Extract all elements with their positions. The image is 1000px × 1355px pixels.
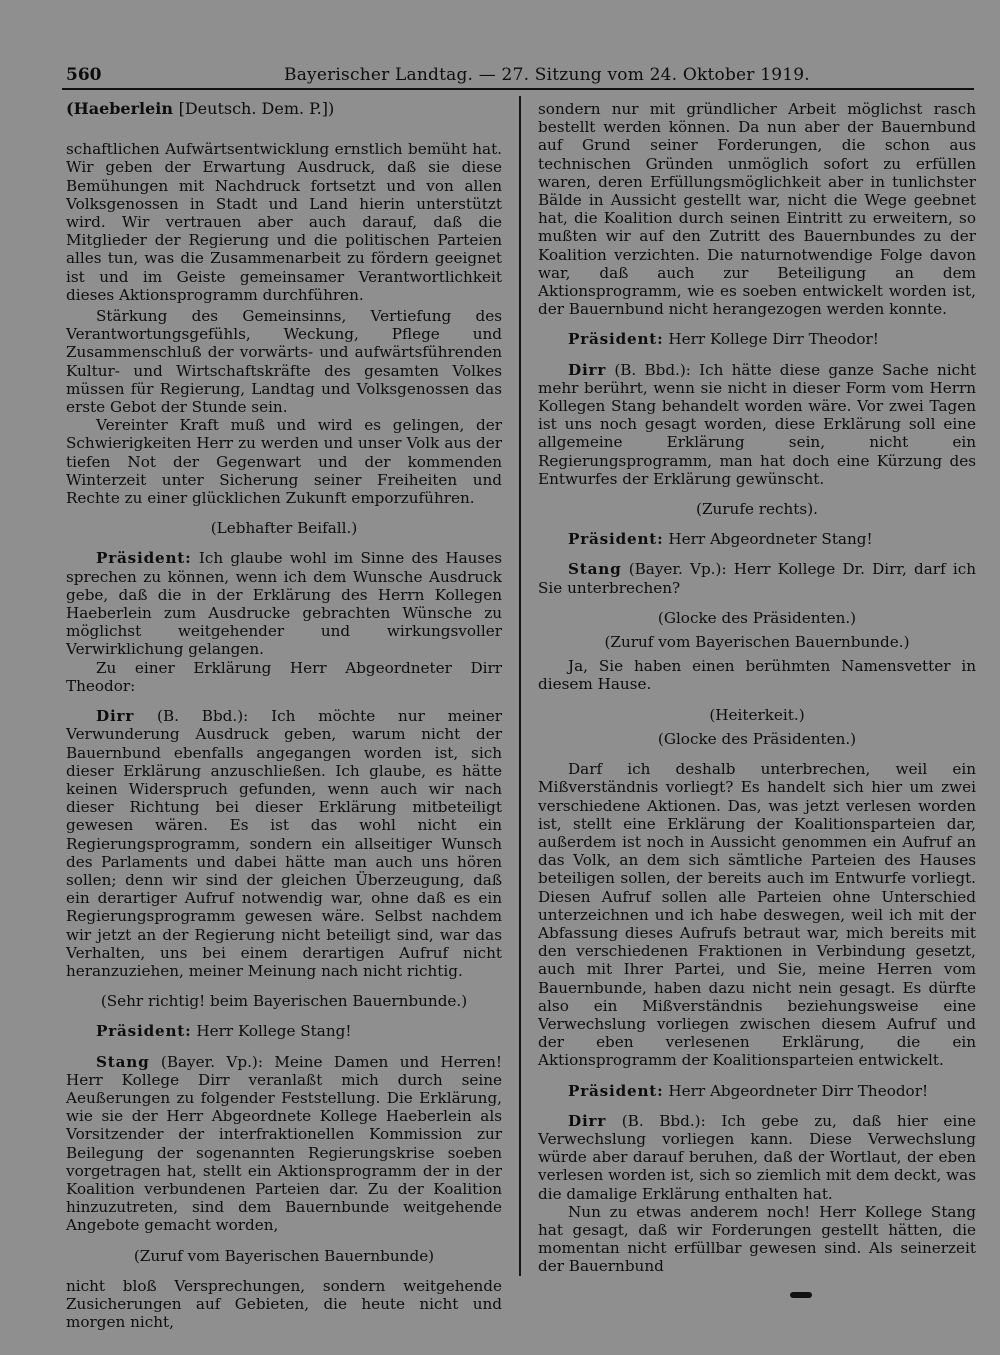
speech-text: Herr Kollege Dirr Theodor! — [668, 330, 879, 349]
speaker-name: Dirr — [568, 360, 607, 379]
interjection: (Zuruf vom Bayerischen Bauernbunde) — [133, 1246, 435, 1265]
running-title: Bayerischer Landtag. — 27. Sitzung vom 24. Oktober 1919. — [284, 65, 810, 85]
speaker-party: [Deutsch. Dem. P.]) — [178, 99, 335, 118]
speaker-name: Präsident: — [568, 330, 664, 349]
header-rule — [62, 88, 974, 90]
speech-stang — [538, 560, 976, 596]
speaker-name: Präsident: — [568, 1081, 664, 1100]
page-header — [66, 62, 972, 88]
speech-praesident — [538, 330, 976, 348]
speaker-name: Präsident: — [96, 549, 192, 568]
paragraph: Darf ich deshalb unterbrechen, weil ein Mißverständnis vorliegt? Es handelt sich hier um zwei verschiedene Aktionen. Das, was jetzt verlesen worden ist, stellt eine Erklärung der Koalitionsparteien dar, außerdem ist noch in Aussicht genommen ein Aufruf an das Volk, an dem sich sämtliche Parteien des Hauses beteiligen sollen, der bereits auch im Entwurfe vorliegt. Diesen Aufruf sollen alle Parteien ohne Unterschied unterzeichnen und ich habe deswegen, weil ich mit der Abfassung dieses Aufrufs betraut war, mich bereits mit den verschiedenen Fraktionen in Verbindung gesetzt, auch mit Ihrer Partei, und Sie, meine Herren vom Bauernbunde, haben dazu nicht nein gesagt. Es dürfte also ein Mißverständnis beziehungsweise eine Verwechslung vorliegen zwischen diesem Aufruf und der eben verlesenen Erklärung, die ein Aktionsprogramm der Koalitionsparteien entwickelt. — [538, 760, 976, 1070]
speaker-party: (B. Bbd.): — [621, 1111, 706, 1130]
paragraph: Stärkung des Gemeinsinns, Vertiefung des Verantwortungsgefühls, Weckung, Pflege und Zusammenschluß der vorwärts- und aufwärtsführenden Kultur- und Wirtschaftskräfte des gesamten Volkes müssen für Regierung, Landtag und Volksgenossen das erste Gebot der Stunde sein. — [66, 307, 502, 417]
paragraph: Vereinter Kraft muß und wird es gelingen, der Schwierigkeiten Herr zu werden und unser Volk aus der tiefen Not der Gegenwart und der kommenden Winterzeit unter Sicherung seiner Freiheiten und Rechte zu einer glücklichen Zukunft emporzuführen. — [66, 416, 502, 508]
speaker-party: (Bayer. Vp.): — [160, 1052, 263, 1071]
page-number: 560 — [66, 65, 102, 85]
speech-dirr — [538, 361, 976, 488]
speech-text: Ich möchte nur meiner Verwunderung Ausdruck geben, warum nicht der Bauernbund ebenfalls angegangen worden ist, sich dieser Erklärung anzuschließen. Ich glaube, es hätte keinen Widerspruch gefunden, wenn auch wir nach dieser Richtung bei dieser Erklärung mitbeteiligt gewesen wären. Es ist das wohl nicht ein Regierungsprogramm, sondern ein allseitiger Wunsch des Parlaments und dabei hätte man auch uns hören sollen; denn wir sind der gleichen Überzeugung, daß ein derartiger Aufruf notwendig war, ohne daß es ein Regierungsprogramm gewesen wäre. Selbst nachdem wir jetzt an der Regierung nicht beteiligt sind, war das Verhalten, uns bei einem derartigen Aufruf nicht heranzuziehen, meiner Meinung nach nicht richtig. — [66, 707, 503, 980]
speaker-name: Dirr — [568, 1111, 607, 1130]
paragraph: Ja, Sie haben einen berühmten Namensvetter in diesem Hause. — [538, 657, 976, 694]
continued-paragraph: sondern nur mit gründlicher Arbeit möglichst rasch bestellt werden können. Da nun aber der Bauernbund auf Grund seiner Forderungen, die schon aus technischen Gründen unmöglich sofort zu erfüllen waren, deren Erfüllungsmöglichkeit aber in tunlichster Bälde in Aussicht gestellt war, nicht die Wege geebnet hat, die Koalition durch seinen Eintritt zu erweitern, so mußten wir auf den Zutritt des Bauernbundes zu der Koalition verzichten. Die naturnotwendige Folge davon war, daß auch zur Beteiligung an dem Aktionsprogramm, wie es soeben entwickelt worden ist, der Bauernbund nicht herangezogen werden konnte. — [538, 100, 976, 319]
speech-text: Herr Kollege Stang! — [196, 1022, 352, 1041]
speech-dirr — [66, 707, 502, 980]
printers-mark — [790, 1292, 812, 1298]
interjection: (Glocke des Präsidenten.) — [657, 608, 857, 627]
speaker-party: (Bayer. Vp.): — [628, 560, 727, 579]
paragraph: Nun zu etwas anderem noch! Herr Kollege Stang hat gesagt, daß wir Forderungen gestellt hätten, die momentan nicht erfüllbar gewesen sind. Als seinerzeit der Bauernbund — [538, 1202, 976, 1276]
speech-praesident — [66, 549, 502, 658]
speech-praesident — [538, 1082, 976, 1100]
interjection: (Heiterkeit.) — [709, 705, 805, 724]
speech-text: Meine Damen und Herren! Herr Kollege Dirr veranlaßt mich durch seine Aeußerungen zu folgender Feststellung. Die Erklärung, wie sie der Herr Abgeordnete Kollege Haeberlein als Vorsitzender der interfraktionellen Kommission zur Beilegung der sogenannten Regierungskrise soeben vorgetragen hat, stellt ein Aktionsprogramm der in der Koalition verbundenen Parteien dar. Zu der Koalition hinzuzutreten, sind dem Bauernbunde weitgehende Angebote gemacht worden, — [66, 1052, 502, 1235]
interjection: (Zurufe rechts). — [696, 500, 818, 519]
speech-text: Ich gebe zu, daß hier eine Verwechslung vorliegen kann. Diese Verwechslung würde aber darauf beruhen, daß der Wortlaut, der eben verlesen worden ist, sich so ziemlich mit dem deckt, was die damalige Erklärung enthalten hat. — [538, 1111, 977, 1203]
speech-dirr — [538, 1112, 976, 1203]
speech-text: Herr Kollege Dr. Dirr, darf ich Sie unterbrechen? — [538, 560, 977, 597]
speech-stang — [66, 1053, 502, 1235]
interjection: (Glocke des Präsidenten.) — [657, 729, 857, 748]
speech-praesident — [538, 530, 976, 548]
left-column — [66, 100, 502, 1331]
paragraph: nicht bloß Versprechungen, sondern weitgehende Zusicherungen auf Gebieten, die heute nicht und morgen nicht, — [66, 1276, 502, 1332]
speaker-name: Stang — [568, 560, 622, 579]
right-column — [538, 100, 976, 1276]
interjection: (Lebhafter Beifall.) — [210, 519, 358, 538]
speech-text: Herr Abgeordneter Stang! — [668, 530, 873, 549]
continued-speaker-head: (Haeberlein [Deutsch. Dem. P.]) — [66, 99, 335, 118]
interjection: (Zuruf vom Bayerischen Bauernbunde.) — [604, 633, 910, 652]
speaker-name: Stang — [96, 1052, 150, 1071]
speaker-name: Haeberlein — [73, 99, 174, 118]
speech-text: Ich hätte diese ganze Sache nicht mehr berührt, wenn sie nicht in dieser Form vom Herrn Kollegen Stang behandelt worden wäre. Vor zwei Tagen ist uns noch gesagt worden, diese Erklärung soll eine allgemeine Erklärung sein, nicht ein Regierungsprogramm, man hat doch eine Kürzung des Entwurfes der Erklärung gewünscht. — [538, 360, 977, 488]
speaker-name: Präsident: — [568, 530, 664, 549]
speaker-name: Präsident: — [96, 1022, 192, 1041]
column-divider — [519, 96, 521, 1276]
continued-paragraph: schaftlichen Aufwärtsentwicklung ernstlich bemüht hat. Wir geben der Erwartung Ausdruck, daß sie diese Bemühungen mit Nachdruck fortsetzt und von allen Volksgenossen in Stadt und Land hierin unterstützt wird. Wir vertrauen aber auch darauf, daß die Mitglieder der Regierung und die politischen Parteien alles tun, was die Zusammenarbeit zu fördern geeignet ist und im Geiste gemeinsamer Verantwortlichkeit dieses Aktionsprogramm durchführen. — [66, 140, 502, 304]
speech-text: Ich glaube wohl im Sinne des Hauses sprechen zu können, wenn ich dem Wunsche Ausdruck gebe, daß die in der Erklärung des Herrn Kollegen Haeberlein zum Ausdrucke gebrachten Wünsche zu möglichst weitgehender und wirkungsvoller Verwirklichung gelangen. — [66, 549, 502, 659]
interjection: (Sehr richtig! beim Bayerischen Bauernbunde.) — [100, 992, 468, 1011]
speech-praesident — [66, 1022, 502, 1040]
speaker-party: (B. Bbd.): — [614, 360, 691, 379]
speech-text: Herr Abgeordneter Dirr Theodor! — [668, 1081, 929, 1100]
speaker-party: (B. Bbd.): — [157, 707, 249, 726]
paragraph: Zu einer Erklärung Herr Abgeordneter Dirr Theodor: — [66, 658, 502, 695]
speaker-name: Dirr — [96, 707, 135, 726]
